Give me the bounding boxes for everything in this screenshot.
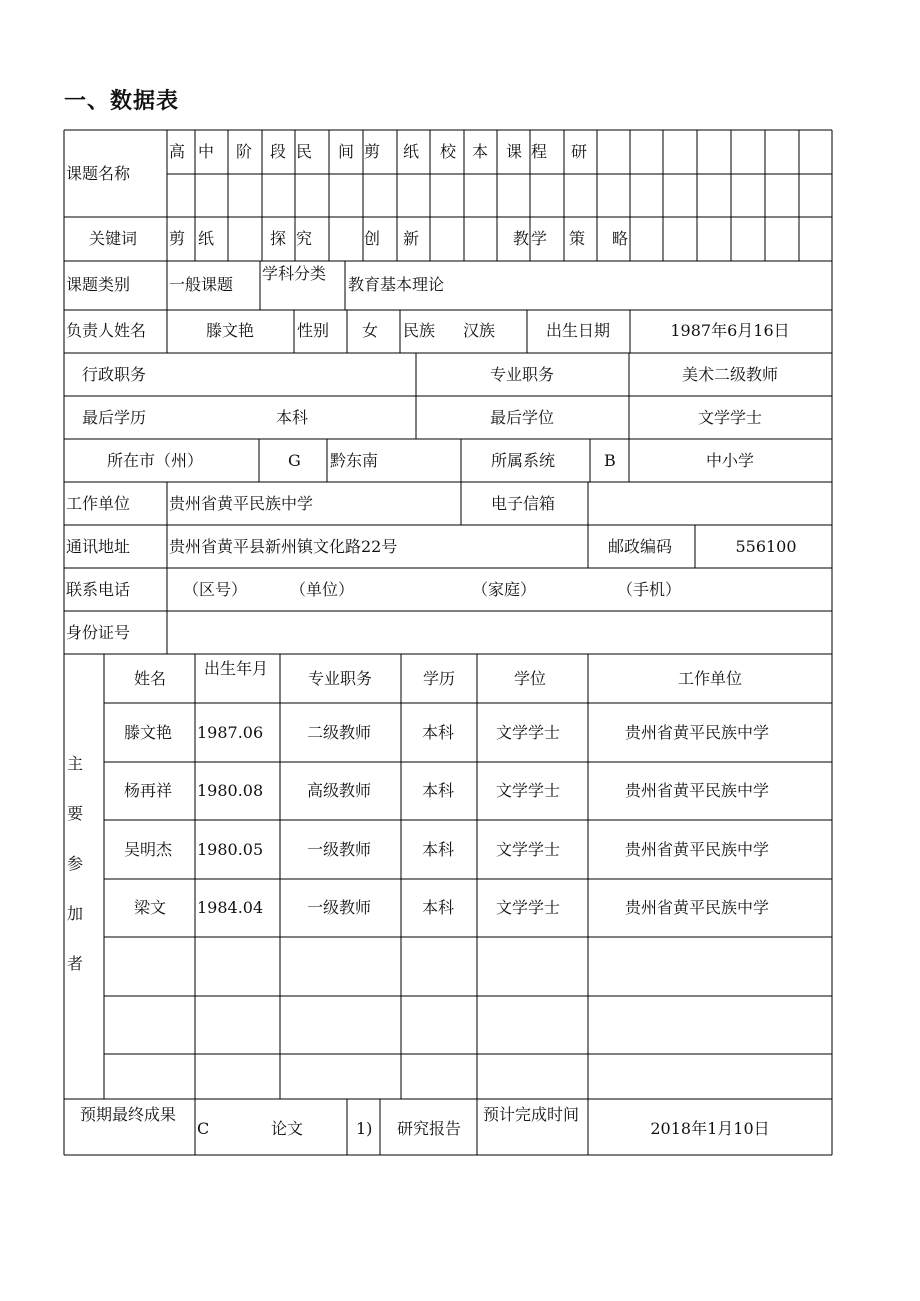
leader-name: 滕文艳 — [206, 321, 255, 340]
member-cell-birth: 1980.08 — [197, 781, 264, 800]
ethnic-value: 汉族 — [463, 321, 496, 340]
admin-position-label: 行政职务 — [82, 365, 147, 384]
members-side-char: 主 — [67, 754, 84, 773]
subject-value: 教育基本理论 — [348, 275, 445, 294]
page-title: 一、数据表 — [64, 89, 180, 114]
members-side-char: 要 — [67, 804, 84, 823]
member-cell-education: 本科 — [421, 723, 455, 742]
member-cell-education: 本科 — [421, 781, 455, 800]
zip-label: 邮政编码 — [608, 537, 673, 556]
member-cell-birth: 1987.06 — [197, 723, 264, 742]
city-code: G — [288, 451, 301, 470]
member-cell-workplace: 贵州省黄平民族中学 — [624, 898, 770, 917]
ethnic-label: 民族 — [403, 321, 436, 340]
birth-label: 出生日期 — [546, 321, 611, 340]
outcome-label: 预期最终成果 — [80, 1105, 177, 1124]
work-label: 工作单位 — [66, 494, 131, 513]
members-header-name: 姓名 — [133, 669, 167, 688]
topic-char: 段 — [269, 142, 287, 161]
degree-value: 文学学士 — [697, 408, 763, 427]
completion-time-value: 2018年1月10日 — [650, 1119, 770, 1138]
phone-label: 联系电话 — [66, 580, 131, 599]
member-cell-title: 高级教师 — [306, 781, 372, 800]
topic-char: 本 — [471, 142, 489, 161]
members-header-title: 专业职务 — [307, 669, 373, 688]
gender-label: 性别 — [297, 321, 330, 340]
member-cell-workplace: 贵州省黄平民族中学 — [624, 840, 770, 859]
email-label: 电子信箱 — [491, 494, 556, 513]
category-label: 课题类别 — [66, 275, 131, 294]
keyword-char: 策 — [568, 229, 586, 248]
member-cell-birth: 1984.04 — [197, 898, 264, 917]
member-cell-education: 本科 — [421, 840, 455, 859]
topic-char: 课 — [505, 142, 523, 161]
work-value: 贵州省黄平民族中学 — [169, 494, 314, 513]
system-label: 所属系统 — [491, 451, 556, 470]
outcome-item-1: 论文 — [271, 1119, 304, 1138]
members-side-char: 加 — [67, 904, 84, 923]
members-header-degree: 学位 — [513, 669, 547, 688]
city-value: 黔东南 — [330, 451, 379, 470]
member-cell-title: 一级教师 — [306, 898, 372, 917]
birth-value: 1987年6月16日 — [670, 321, 790, 340]
members-side-char: 参 — [67, 854, 84, 873]
phone-unit: （单位） — [290, 580, 355, 599]
keyword-char: 学 — [530, 229, 548, 248]
keyword-char: 创 — [363, 229, 381, 248]
keyword-char: 剪 — [168, 229, 186, 248]
id-card-label: 身份证号 — [66, 623, 131, 642]
completion-time-label: 预计完成时间 — [483, 1105, 580, 1124]
topic-char: 民 — [295, 142, 313, 161]
keyword-char: 究 — [295, 229, 313, 248]
keyword-char: 新 — [402, 229, 420, 248]
topic-char: 高 — [168, 142, 186, 161]
city-label: 所在市（州） — [107, 451, 204, 470]
member-cell-birth: 1980.05 — [197, 840, 264, 859]
phone-home: （家庭） — [472, 580, 537, 599]
members-side-char: 者 — [67, 954, 84, 973]
member-cell-degree: 文学学士 — [495, 781, 561, 800]
member-cell-name: 吴明杰 — [123, 840, 173, 859]
phone-area: （区号） — [183, 580, 248, 599]
member-cell-name: 梁文 — [133, 898, 167, 917]
members-header-birth: 出生年月 — [204, 659, 269, 678]
member-cell-name: 杨再祥 — [123, 781, 173, 800]
outcome-code-1: C — [197, 1119, 210, 1138]
pro-position-label: 专业职务 — [489, 365, 555, 384]
system-value: 中小学 — [705, 451, 755, 470]
education-value: 本科 — [275, 408, 309, 427]
degree-label: 最后学位 — [489, 408, 555, 427]
outcome-item-2: 研究报告 — [397, 1119, 462, 1138]
member-cell-degree: 文学学士 — [495, 723, 561, 742]
members-header-workplace: 工作单位 — [677, 669, 743, 688]
phone-mobile: （手机） — [617, 580, 682, 599]
member-cell-degree: 文学学士 — [495, 898, 561, 917]
keyword-char: 略 — [611, 229, 629, 248]
topic-label: 课题名称 — [66, 164, 131, 183]
member-cell-workplace: 贵州省黄平民族中学 — [624, 781, 770, 800]
member-cell-workplace: 贵州省黄平民族中学 — [624, 723, 770, 742]
topic-char: 程 — [530, 142, 548, 161]
category-value: 一般课题 — [169, 275, 234, 294]
keyword-char: 教 — [512, 229, 530, 248]
topic-char: 剪 — [363, 142, 381, 161]
member-cell-title: 一级教师 — [306, 840, 372, 859]
topic-char: 校 — [439, 142, 457, 161]
topic-char: 研 — [570, 142, 588, 161]
address-value: 贵州省黄平县新州镇文化路22号 — [169, 537, 398, 556]
member-cell-title: 二级教师 — [306, 723, 372, 742]
topic-char: 阶 — [235, 142, 253, 161]
keyword-char: 纸 — [197, 229, 215, 248]
system-code: B — [604, 451, 616, 470]
leader-name-label: 负责人姓名 — [66, 321, 147, 340]
member-cell-degree: 文学学士 — [495, 840, 561, 859]
topic-char: 间 — [337, 142, 355, 161]
outcome-code-2: 1) — [356, 1119, 373, 1138]
zip-value: 556100 — [735, 537, 797, 556]
keywords-label: 关键词 — [89, 229, 138, 248]
keyword-char: 探 — [269, 229, 287, 248]
gender-value: 女 — [362, 321, 379, 340]
topic-char: 纸 — [402, 142, 420, 161]
member-cell-name: 滕文艳 — [123, 723, 173, 742]
members-header-education: 学历 — [422, 669, 456, 688]
education-label: 最后学历 — [82, 408, 147, 427]
address-label: 通讯地址 — [66, 537, 131, 556]
topic-char: 中 — [197, 142, 215, 161]
member-cell-education: 本科 — [421, 898, 455, 917]
pro-position-value: 美术二级教师 — [681, 365, 779, 384]
subject-label: 学科分类 — [262, 264, 327, 283]
